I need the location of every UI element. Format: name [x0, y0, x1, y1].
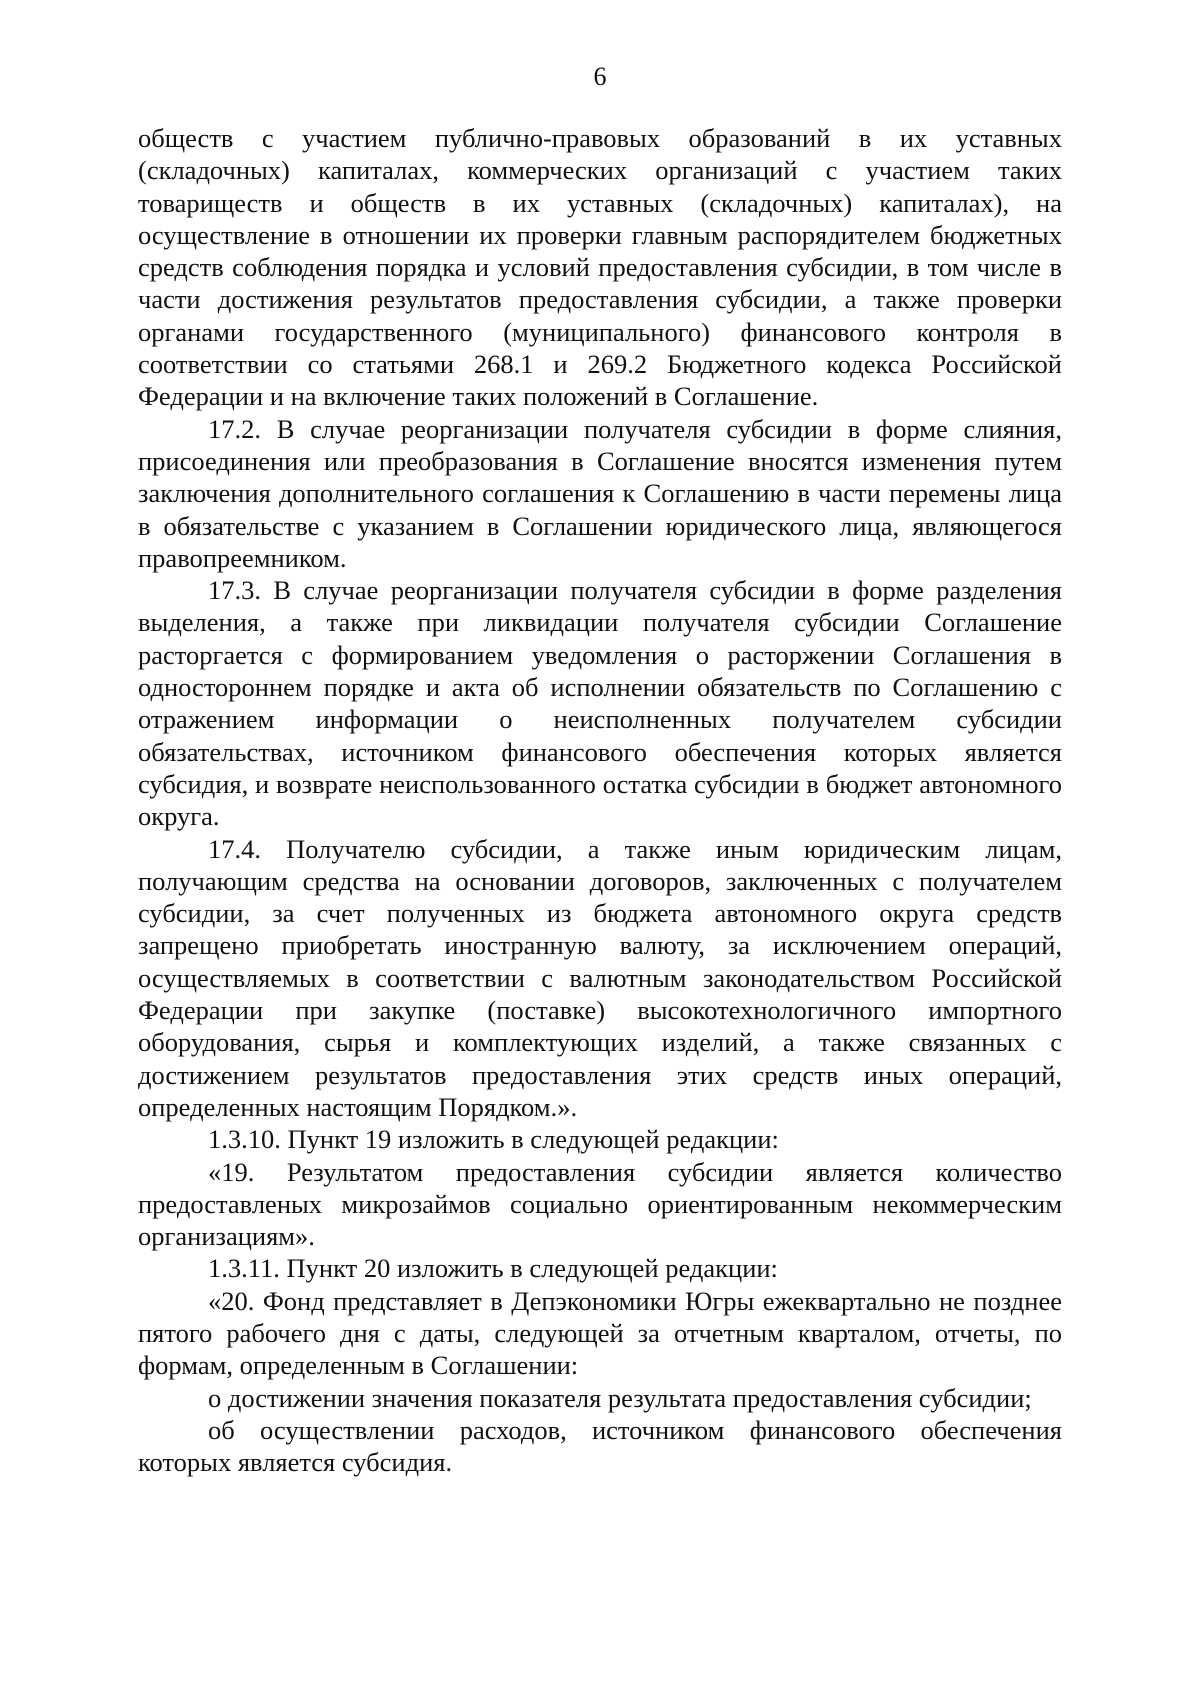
page-number: 6 [593, 62, 607, 91]
paragraph-17-3: 17.3. В случае реорганизации получателя субсидии в форме разделения выделения, а также при ликвидации получателя субсидии Соглашение расторгается с формированием уведомления о расторжении Соглашения в одностороннем порядке и акта об исполнении обязательств по Соглашению с отражением информации о неисполненных получателем субсидии обязательствах, источником финансового обеспечения которых является субсидия, и возврате неиспользованного остатка субсидии в бюджет автономного округа. [138, 575, 1062, 832]
paragraph-item-20: «20. Фонд представляет в Депэкономики Югры ежеквартально не позднее пятого рабочего дня с даты, следующей за отчетным кварталом, отчеты, по формам, определенным в Соглашении: [138, 1285, 1062, 1381]
paragraph-17-2: 17.2. В случае реорганизации получателя субсидии в форме слияния, присоединения или преобразования в Соглашение вносятся изменения путем заключения дополнительного соглашения к Соглашению в части перемены лица в обязательстве с указанием в Соглашении юридического лица, являющегося правопреемником. [138, 413, 1062, 573]
document-body [138, 122, 1062, 1478]
paragraph-1-3-11: 1.3.11. Пункт 20 изложить в следующей редакции: [208, 1253, 778, 1284]
paragraph-item-19: «19. Результатом предоставления субсидии является количество предоставленых микрозаймов социально ориентированным некоммерческим организациям». [138, 1156, 1062, 1252]
paragraph-17-4: 17.4. Получателю субсидии, а также иным юридическим лицам, получающим средства на основании договоров, заключенных с получателем субсидии, за счет полученных из бюджета автономного округа средств запрещено приобретать иностранную валюту, за исключением операций, осуществляемых в соответствии с валютным законодательством Российской Федерации при закупке (поставке) высокотехнологичного импортного оборудования, сырья и комплектующих изделий, а также связанных с достижением результатов предоставления этих средств иных операций, определенных настоящим Порядком.». [138, 833, 1062, 1122]
paragraph-report-expenses: об осуществлении расходов, источником финансового обеспечения которых является субсидия. [138, 1414, 1062, 1478]
paragraph-1-3-10: 1.3.10. Пункт 19 изложить в следующей редакции: [208, 1124, 779, 1155]
paragraph-report-achievement: о достижении значения показателя результата предоставления субсидии; [208, 1382, 1032, 1413]
paragraph-continuation: обществ с участием публично-правовых образований в их уставных (складочных) капиталах, коммерческих организаций с участием таких товариществ и обществ в их уставных (складочных) капиталах), на осуществление в отношении их проверки главным распорядителем бюджетных средств соблюдения порядка и условий предоставления субсидии, в том числе в части достижения результатов предоставления субсидии, а также проверки органами государственного (муниципального) финансового контроля в соответствии со статьями 268.1 и 269.2 Бюджетного кодекса Российской Федерации и на включение таких положений в Соглашение. [138, 123, 1062, 412]
